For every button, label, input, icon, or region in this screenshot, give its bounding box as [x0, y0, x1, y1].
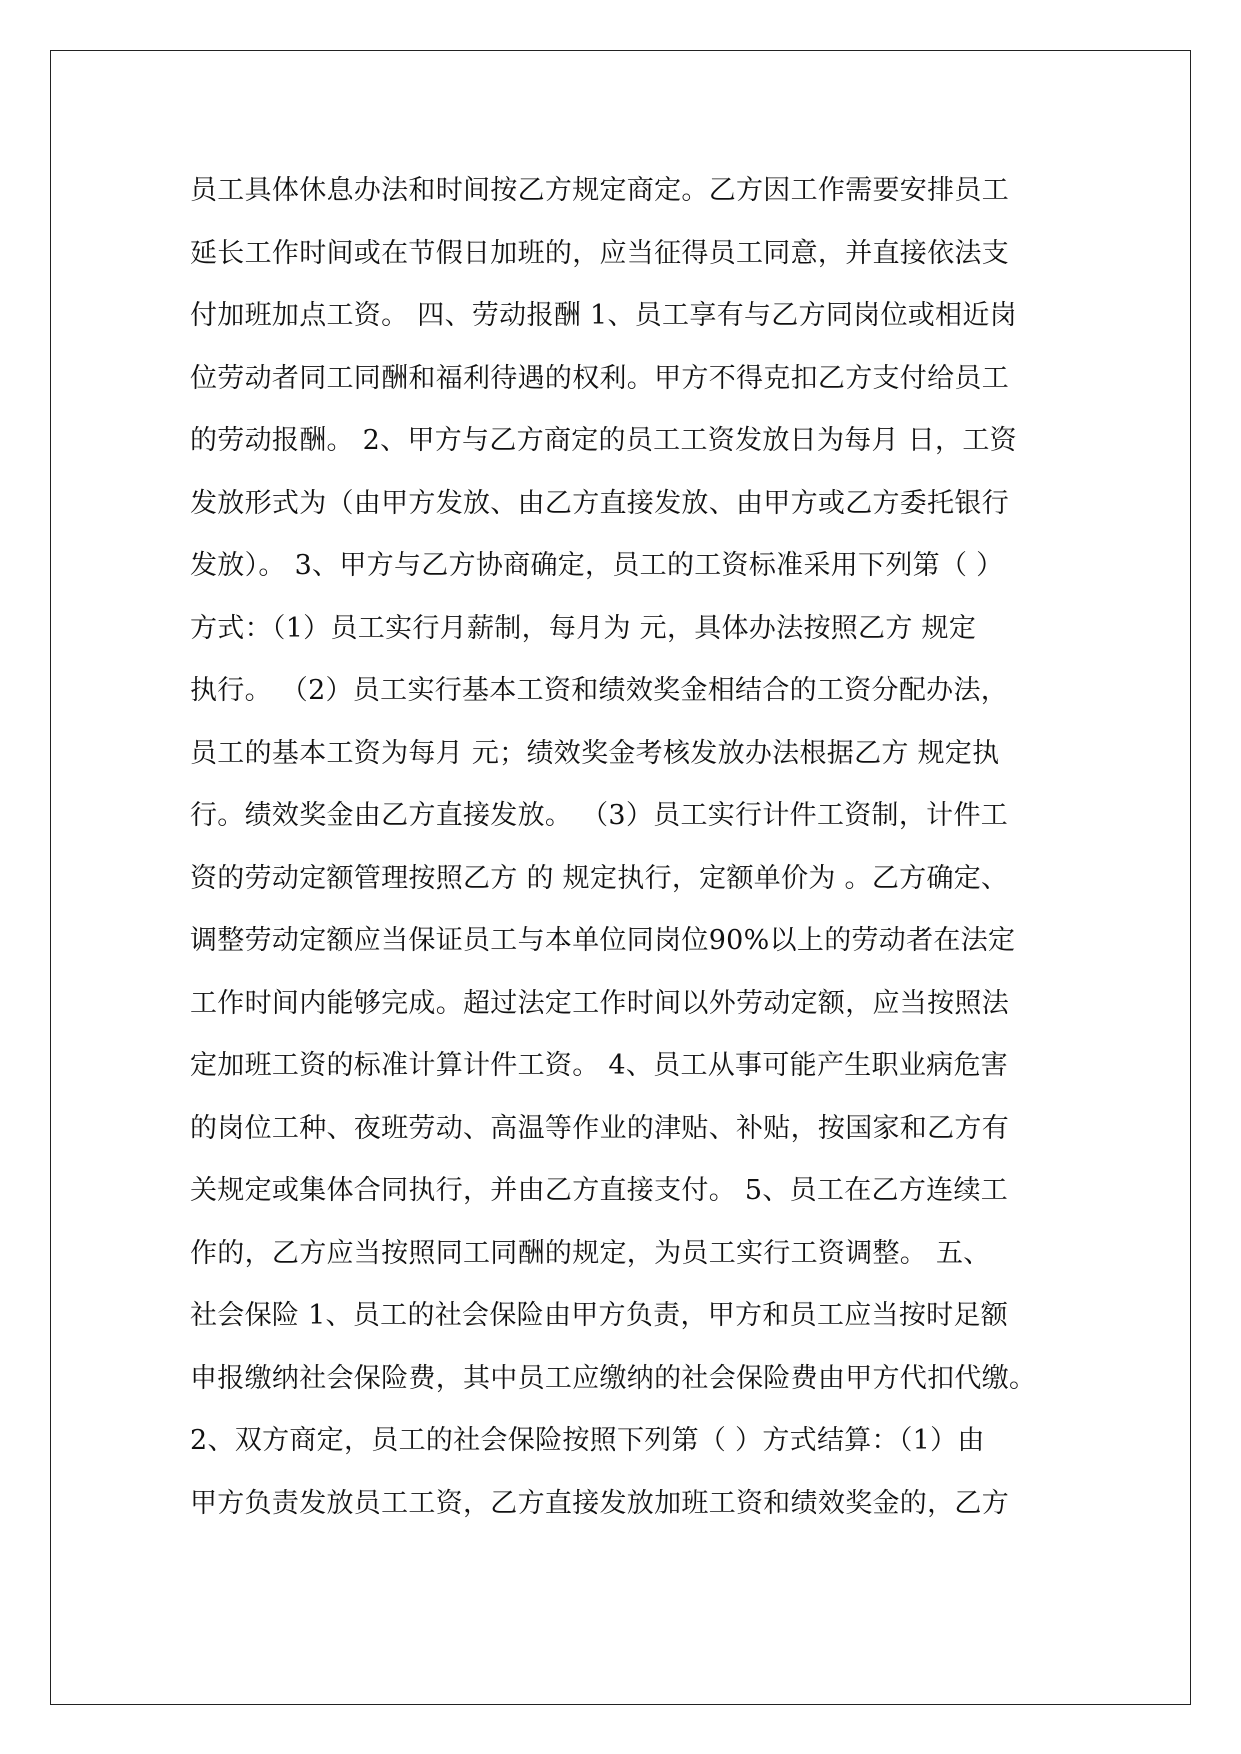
text-line: 关规定或集体合同执行，并由乙方直接支付。 5、员工在乙方连续工: [190, 1175, 1009, 1206]
text-line: 作的，乙方应当按照同工同酬的规定，为员工实行工资调整。 五、: [190, 1237, 991, 1269]
text-line: 执行。 （2）员工实行基本工资和绩效奖金相结合的工资分配办法，: [190, 675, 1009, 706]
text-line: 员工的基本工资为每月 元；绩效奖金考核发放办法根据乙方 规定执: [190, 737, 1000, 769]
text-line: 社会保险 1、员工的社会保险由甲方负责，甲方和员工应当按时足额: [190, 1300, 1009, 1331]
text-line: 2、双方商定，员工的社会保险按照下列第（ ）方式结算：（1）由: [190, 1425, 985, 1456]
text-line: 调整劳动定额应当保证员工与本单位同岗位90%以上的劳动者在法定: [190, 925, 1016, 956]
text-line: 的劳动报酬。 2、甲方与乙方商定的员工工资发放日为每月 日，工资: [190, 425, 1017, 456]
text-line: 员工具体休息办法和时间按乙方规定商定。乙方因工作需要安排员工: [190, 175, 1009, 206]
text-line: 资的劳动定额管理按照乙方 的 规定执行，定额单价为 。乙方确定、: [190, 862, 1009, 894]
text-line: 的岗位工种、夜班劳动、高温等作业的津贴、补贴，按国家和乙方有: [190, 1112, 1009, 1144]
text-line: 延长工作时间或在节假日加班的，应当征得员工同意，并直接依法支: [190, 237, 1009, 269]
text-line: 发放）。 3、甲方与乙方协商确定，员工的工资标准采用下列第（ ）: [190, 550, 1004, 581]
text-line: 行。绩效奖金由乙方直接发放。 （3）员工实行计件工资制，计件工: [190, 800, 1009, 831]
text-line: 定加班工资的标准计算计件工资。 4、员工从事可能产生职业病危害: [190, 1050, 1009, 1081]
text-line: 申报缴纳社会保险费，其中员工应缴纳的社会保险费由甲方代扣代缴。: [190, 1362, 1037, 1394]
text-line: 方式：（1）员工实行月薪制，每月为 元，具体办法按照乙方 规定: [190, 612, 977, 644]
text-line: 甲方负责发放员工工资，乙方直接发放加班工资和绩效奖金的，乙方: [190, 1487, 1009, 1519]
text-line: 付加班加点工资。 四、劳动报酬 1、员工享有与乙方同岗位或相近岗: [190, 300, 1017, 331]
text-line: 工作时间内能够完成。超过法定工作时间以外劳动定额，应当按照法: [190, 987, 1009, 1019]
text-line: 位劳动者同工同酬和福利待遇的权利。甲方不得克扣乙方支付给员工: [190, 362, 1009, 394]
document-body: [190, 160, 1070, 1535]
text-line: 发放形式为（由甲方发放、由乙方直接发放、由甲方或乙方委托银行: [190, 487, 1009, 519]
